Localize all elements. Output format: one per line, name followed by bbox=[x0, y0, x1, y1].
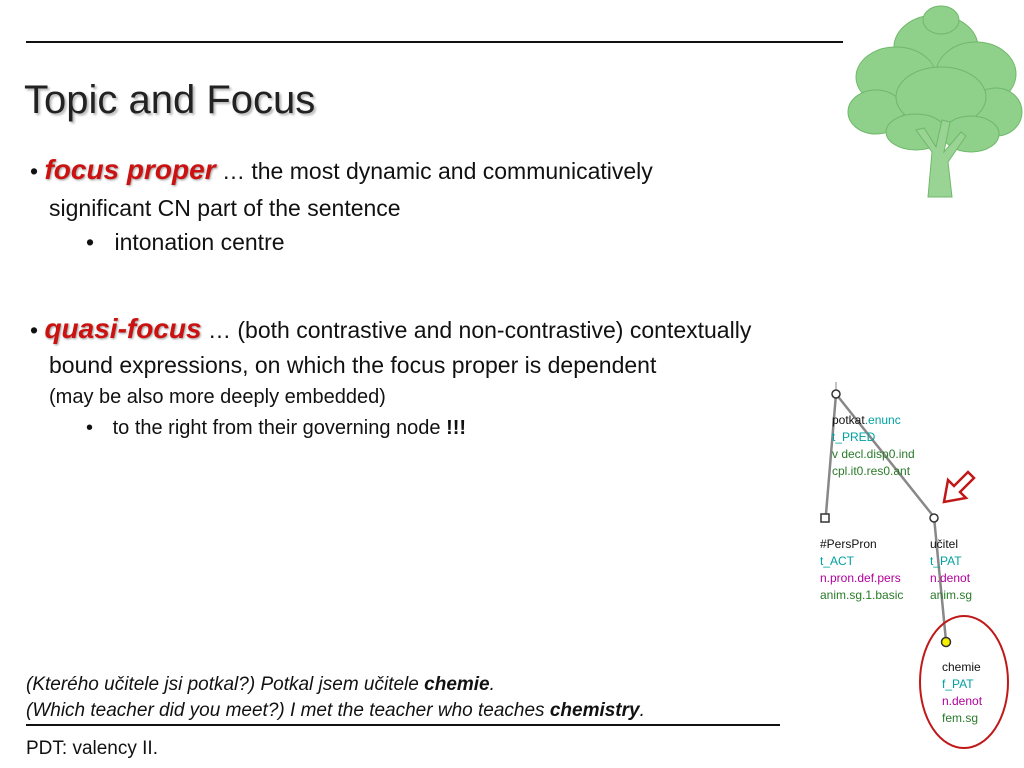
slide-title: Topic and Focus bbox=[24, 78, 316, 122]
tree-label-focus: chemie f_PAT n.denot fem.sg bbox=[942, 660, 983, 725]
example-czech: (Kterého učitele jsi potkal?) Potkal jsem učitele chemie. bbox=[26, 674, 495, 695]
emphasis-marks: !!! bbox=[446, 417, 467, 439]
quasi-focus-definition: … (both contrastive and non-contrastive) contextually bbox=[201, 317, 752, 343]
bullet-marker: • bbox=[86, 417, 94, 439]
sub-bullet-right-of-node bbox=[86, 417, 466, 440]
quasi-focus-note: (may be also more deeply embedded) bbox=[49, 386, 386, 408]
tree-node-right bbox=[930, 514, 938, 522]
tree-node-focus bbox=[942, 638, 951, 647]
example-underline bbox=[26, 724, 780, 726]
bullet-quasi-focus bbox=[30, 313, 751, 345]
bullet-marker: • bbox=[86, 229, 95, 255]
bullet-focus-proper bbox=[30, 154, 653, 186]
tree-node-left bbox=[821, 514, 829, 522]
focus-proper-definition-cont: significant CN part of the sentence bbox=[49, 195, 401, 221]
tree-label-right: učitel t_PAT n.denot anim.sg bbox=[930, 537, 973, 602]
quasi-focus-definition-cont: bound expressions, on which the focus proper is dependent bbox=[49, 352, 657, 378]
hollow-arrow-icon bbox=[938, 468, 978, 508]
tree-illustration bbox=[846, 2, 1024, 202]
focus-proper-definition: … the most dynamic and communicatively bbox=[215, 158, 653, 184]
sub-bullet-text: to the right from their governing node bbox=[112, 417, 447, 439]
tree-label-left: #PersPron t_ACT n.pron.def.pers anim.sg.1.basic bbox=[820, 537, 904, 602]
footer-text: PDT: valency II. bbox=[26, 738, 158, 759]
tree-node-root bbox=[832, 390, 840, 398]
term-focus-proper: focus proper bbox=[44, 154, 216, 185]
sub-bullet-text: intonation centre bbox=[114, 229, 285, 255]
example-english: (Which teacher did you meet?) I met the teacher who teaches chemistry. bbox=[26, 700, 645, 721]
bullet-marker: • bbox=[30, 317, 39, 343]
bullet-marker: • bbox=[30, 158, 39, 184]
top-rule bbox=[26, 41, 843, 43]
term-quasi-focus: quasi-focus bbox=[44, 313, 202, 344]
tree-label-root: potkat.enunc t_PRED v decl.disp0.ind cpl.it0.res0.ant bbox=[832, 413, 915, 478]
sub-bullet-intonation bbox=[86, 229, 285, 256]
